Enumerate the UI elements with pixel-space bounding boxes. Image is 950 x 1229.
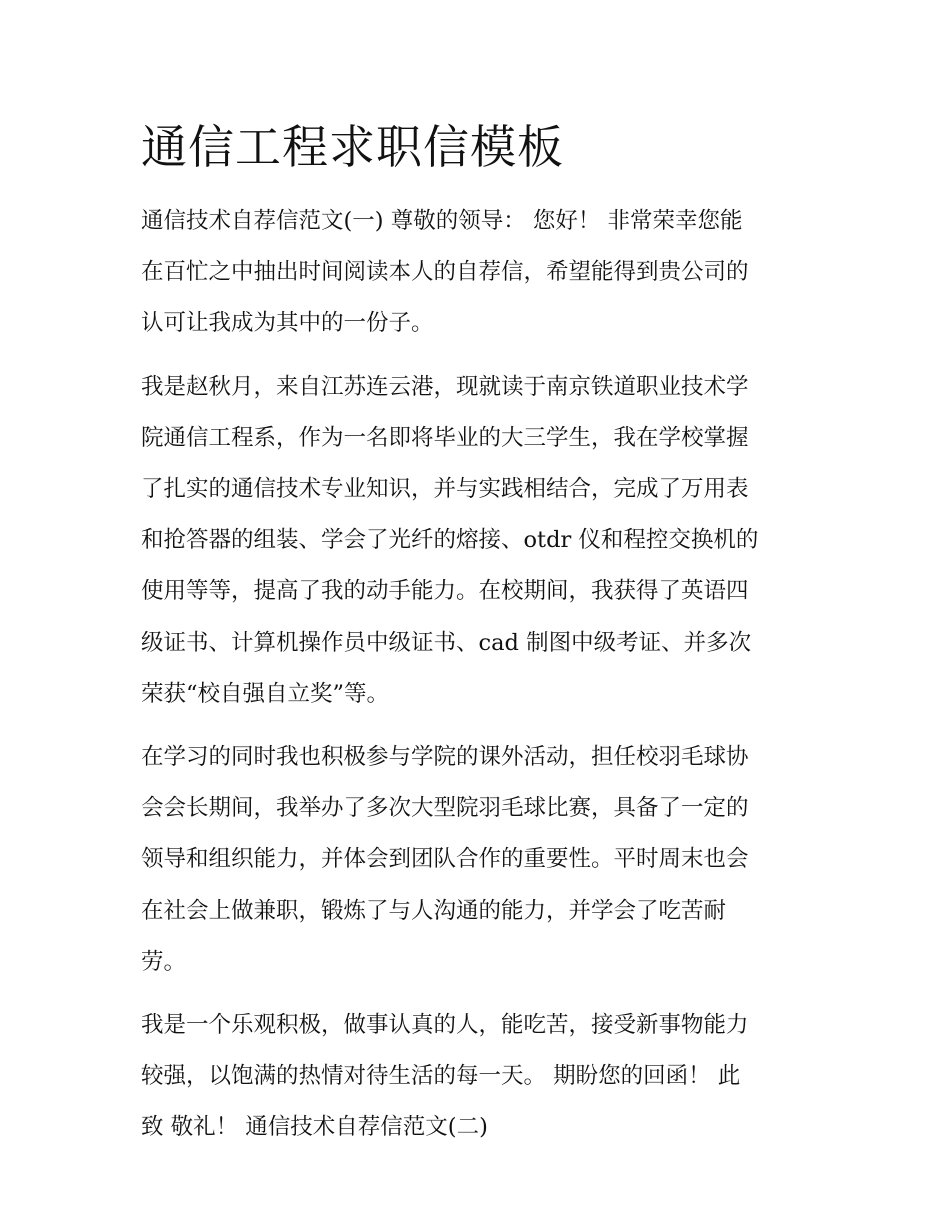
text-line: 使用等等，提高了我的动手能力。在校期间，我获得了英语四 [141, 578, 749, 605]
paragraph-greeting [141, 196, 811, 350]
document-body [141, 112, 811, 1154]
document-title: 通信工程求职信模板 [141, 120, 564, 174]
text-line: 和抢答器的组装、学会了光纤的熔接、otdr 仪和程控交换机的 [141, 527, 759, 554]
text-line: 通信技术自荐信范文(一) 尊敬的领导： 您好！ 非常荣幸您能 [141, 208, 743, 234]
text-line: 在学习的同时我也积极参与学院的课外活动，担任校羽毛球协 [141, 744, 749, 771]
text-line: 了扎实的通信技术专业知识，并与实践相结合，完成了万用表 [141, 476, 749, 503]
text-line: 荣获“校自强自立奖”等。 [141, 680, 390, 707]
text-line: 在百忙之中抽出时间阅读本人的自荐信，希望能得到贵公司的 [141, 259, 749, 286]
text-line: 我是一个乐观积极，做事认真的人，能吃苦，接受新事物能力 [141, 1012, 749, 1039]
paragraph-closing [141, 1000, 811, 1154]
text-line: 会会长期间，我举办了多次大型院羽毛球比赛，具备了一定的 [141, 795, 749, 822]
text-line: 在社会上做兼职，锻炼了与人沟通的能力，并学会了吃苦耐 [141, 897, 727, 924]
text-line: 致 敬礼！ 通信技术自荐信范文(二) [141, 1114, 488, 1141]
text-line: 较强，以饱满的热情对待生活的每一天。 期盼您的回函！ 此 [141, 1063, 741, 1090]
text-line: 级证书、计算机操作员中级证书、cad 制图中级考证、并多次 [141, 629, 752, 656]
text-line: 院通信工程系，作为一名即将毕业的大三学生，我在学校掌握 [141, 424, 749, 451]
paragraph-background [141, 362, 811, 720]
text-line: 认可让我成为其中的一份子。 [141, 310, 434, 337]
text-line: 劳。 [141, 948, 187, 975]
paragraph-activities [141, 732, 811, 988]
text-line: 我是赵秋月，来自江苏连云港，现就读于南京铁道职业技术学 [141, 373, 749, 400]
text-line: 领导和组织能力，并体会到团队合作的重要性。平时周末也会 [141, 846, 749, 873]
